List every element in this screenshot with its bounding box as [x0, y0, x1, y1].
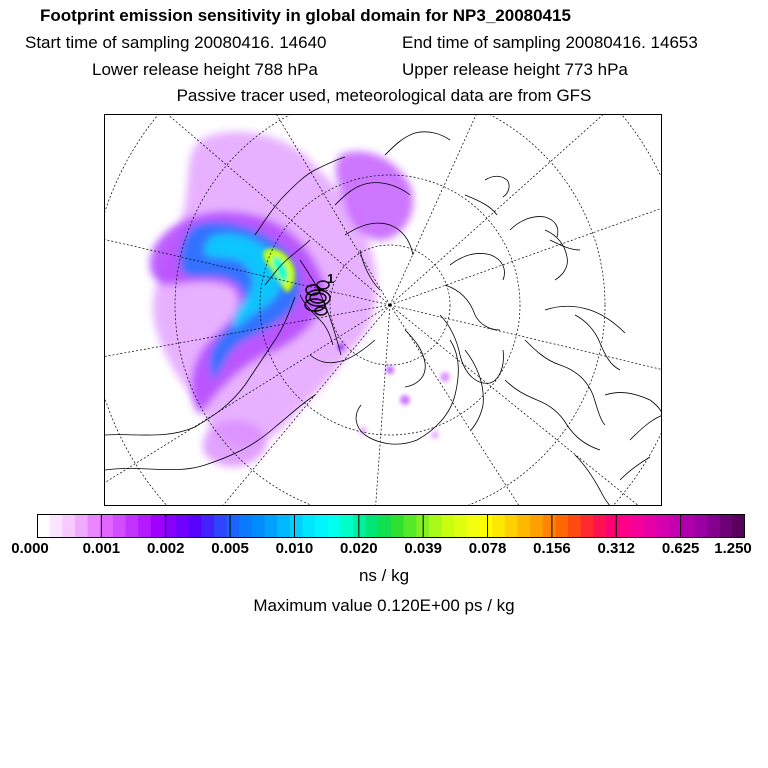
colorbar-tick-label: 0.312 — [597, 540, 636, 557]
colorbar-cell — [265, 514, 278, 538]
colorbar-cell — [568, 514, 581, 538]
colorbar-cell — [239, 514, 252, 538]
colorbar-cell — [126, 514, 139, 538]
tracer-note: Passive tracer used, meteorological data are from GFS — [176, 86, 592, 105]
colorbar-tick-label: 0.078 — [468, 540, 507, 557]
colorbar-cell — [480, 514, 493, 538]
colorbar-cell — [201, 514, 214, 538]
colorbar-cell — [593, 514, 606, 538]
colorbar-cell — [606, 514, 619, 538]
colorbar-cell — [720, 514, 733, 538]
colorbar-tick-label: 0.156 — [533, 540, 571, 557]
contour-label: 1 — [327, 271, 335, 286]
colorbar-cell — [138, 514, 151, 538]
colorbar-cell — [682, 514, 695, 538]
colorbar-tick-label: 1.250 — [714, 540, 752, 557]
colorbar-cell — [50, 514, 63, 538]
colorbar-cell — [315, 514, 328, 538]
colorbar-tick-label: 0.039 — [404, 540, 442, 557]
colorbar-cell — [694, 514, 707, 538]
colorbar-cell — [442, 514, 455, 538]
colorbar-cell — [252, 514, 265, 538]
colorbar-cell — [429, 514, 442, 538]
colorbar-cell — [113, 514, 126, 538]
colorbar-tick-label: 0.005 — [211, 540, 249, 557]
colorbar — [37, 514, 745, 538]
map-canvas — [105, 115, 662, 506]
colorbar-units: ns / kg — [358, 566, 410, 585]
end-time-label: End time of sampling 20080416. 14653 — [402, 33, 698, 52]
colorbar-cell — [631, 514, 644, 538]
colorbar-cell — [378, 514, 391, 538]
colorbar-cell — [353, 514, 366, 538]
colorbar-cell — [657, 514, 670, 538]
colorbar-cell — [290, 514, 303, 538]
colorbar-cell — [543, 514, 556, 538]
colorbar-cell — [505, 514, 518, 538]
colorbar-tick-label: 0.001 — [82, 540, 121, 557]
colorbar-cell — [151, 514, 164, 538]
colorbar-cell — [328, 514, 341, 538]
colorbar-cell — [391, 514, 404, 538]
colorbar-cell — [619, 514, 632, 538]
colorbar-tick-label: 0.002 — [146, 540, 185, 557]
colorbar-cell — [492, 514, 505, 538]
colorbar-cell — [340, 514, 353, 538]
colorbar-cell — [467, 514, 480, 538]
colorbar-tick-label: 0.625 — [661, 540, 700, 557]
colorbar-cell — [404, 514, 417, 538]
lower-height-label: Lower release height 788 hPa — [92, 60, 318, 79]
colorbar-cell — [581, 514, 594, 538]
colorbar-cell — [530, 514, 543, 538]
colorbar-cell — [517, 514, 530, 538]
colorbar-cell — [100, 514, 113, 538]
colorbar-cell — [75, 514, 88, 538]
colorbar-tick-label: 0.000 — [11, 540, 49, 557]
plot-title: Footprint emission sensitivity in global domain for NP3_20080415 — [40, 6, 571, 25]
colorbar-cell — [277, 514, 290, 538]
sensitivity-field — [150, 132, 450, 467]
upper-height-label: Upper release height 773 hPa — [402, 60, 628, 79]
colorbar-cell — [366, 514, 379, 538]
colorbar-tick-label: 0.020 — [340, 540, 378, 557]
colorbar-tick-label: 0.010 — [275, 540, 314, 557]
start-time-label: Start time of sampling 20080416. 14640 — [25, 33, 327, 52]
colorbar-cell — [88, 514, 101, 538]
colorbar-cell — [454, 514, 467, 538]
colorbar-cell — [227, 514, 240, 538]
colorbar-cell — [214, 514, 227, 538]
colorbar-cell — [707, 514, 720, 538]
colorbar-cell — [176, 514, 189, 538]
colorbar-cell — [37, 514, 50, 538]
colorbar-cells — [37, 514, 745, 538]
colorbar-cell — [62, 514, 75, 538]
colorbar-cell — [189, 514, 202, 538]
colorbar-cell — [555, 514, 568, 538]
polar-map — [104, 114, 662, 506]
colorbar-cell — [303, 514, 316, 538]
maximum-value-label: Maximum value 0.120E+00 ps / kg — [253, 596, 515, 615]
colorbar-cell — [732, 514, 745, 538]
colorbar-cell — [644, 514, 657, 538]
